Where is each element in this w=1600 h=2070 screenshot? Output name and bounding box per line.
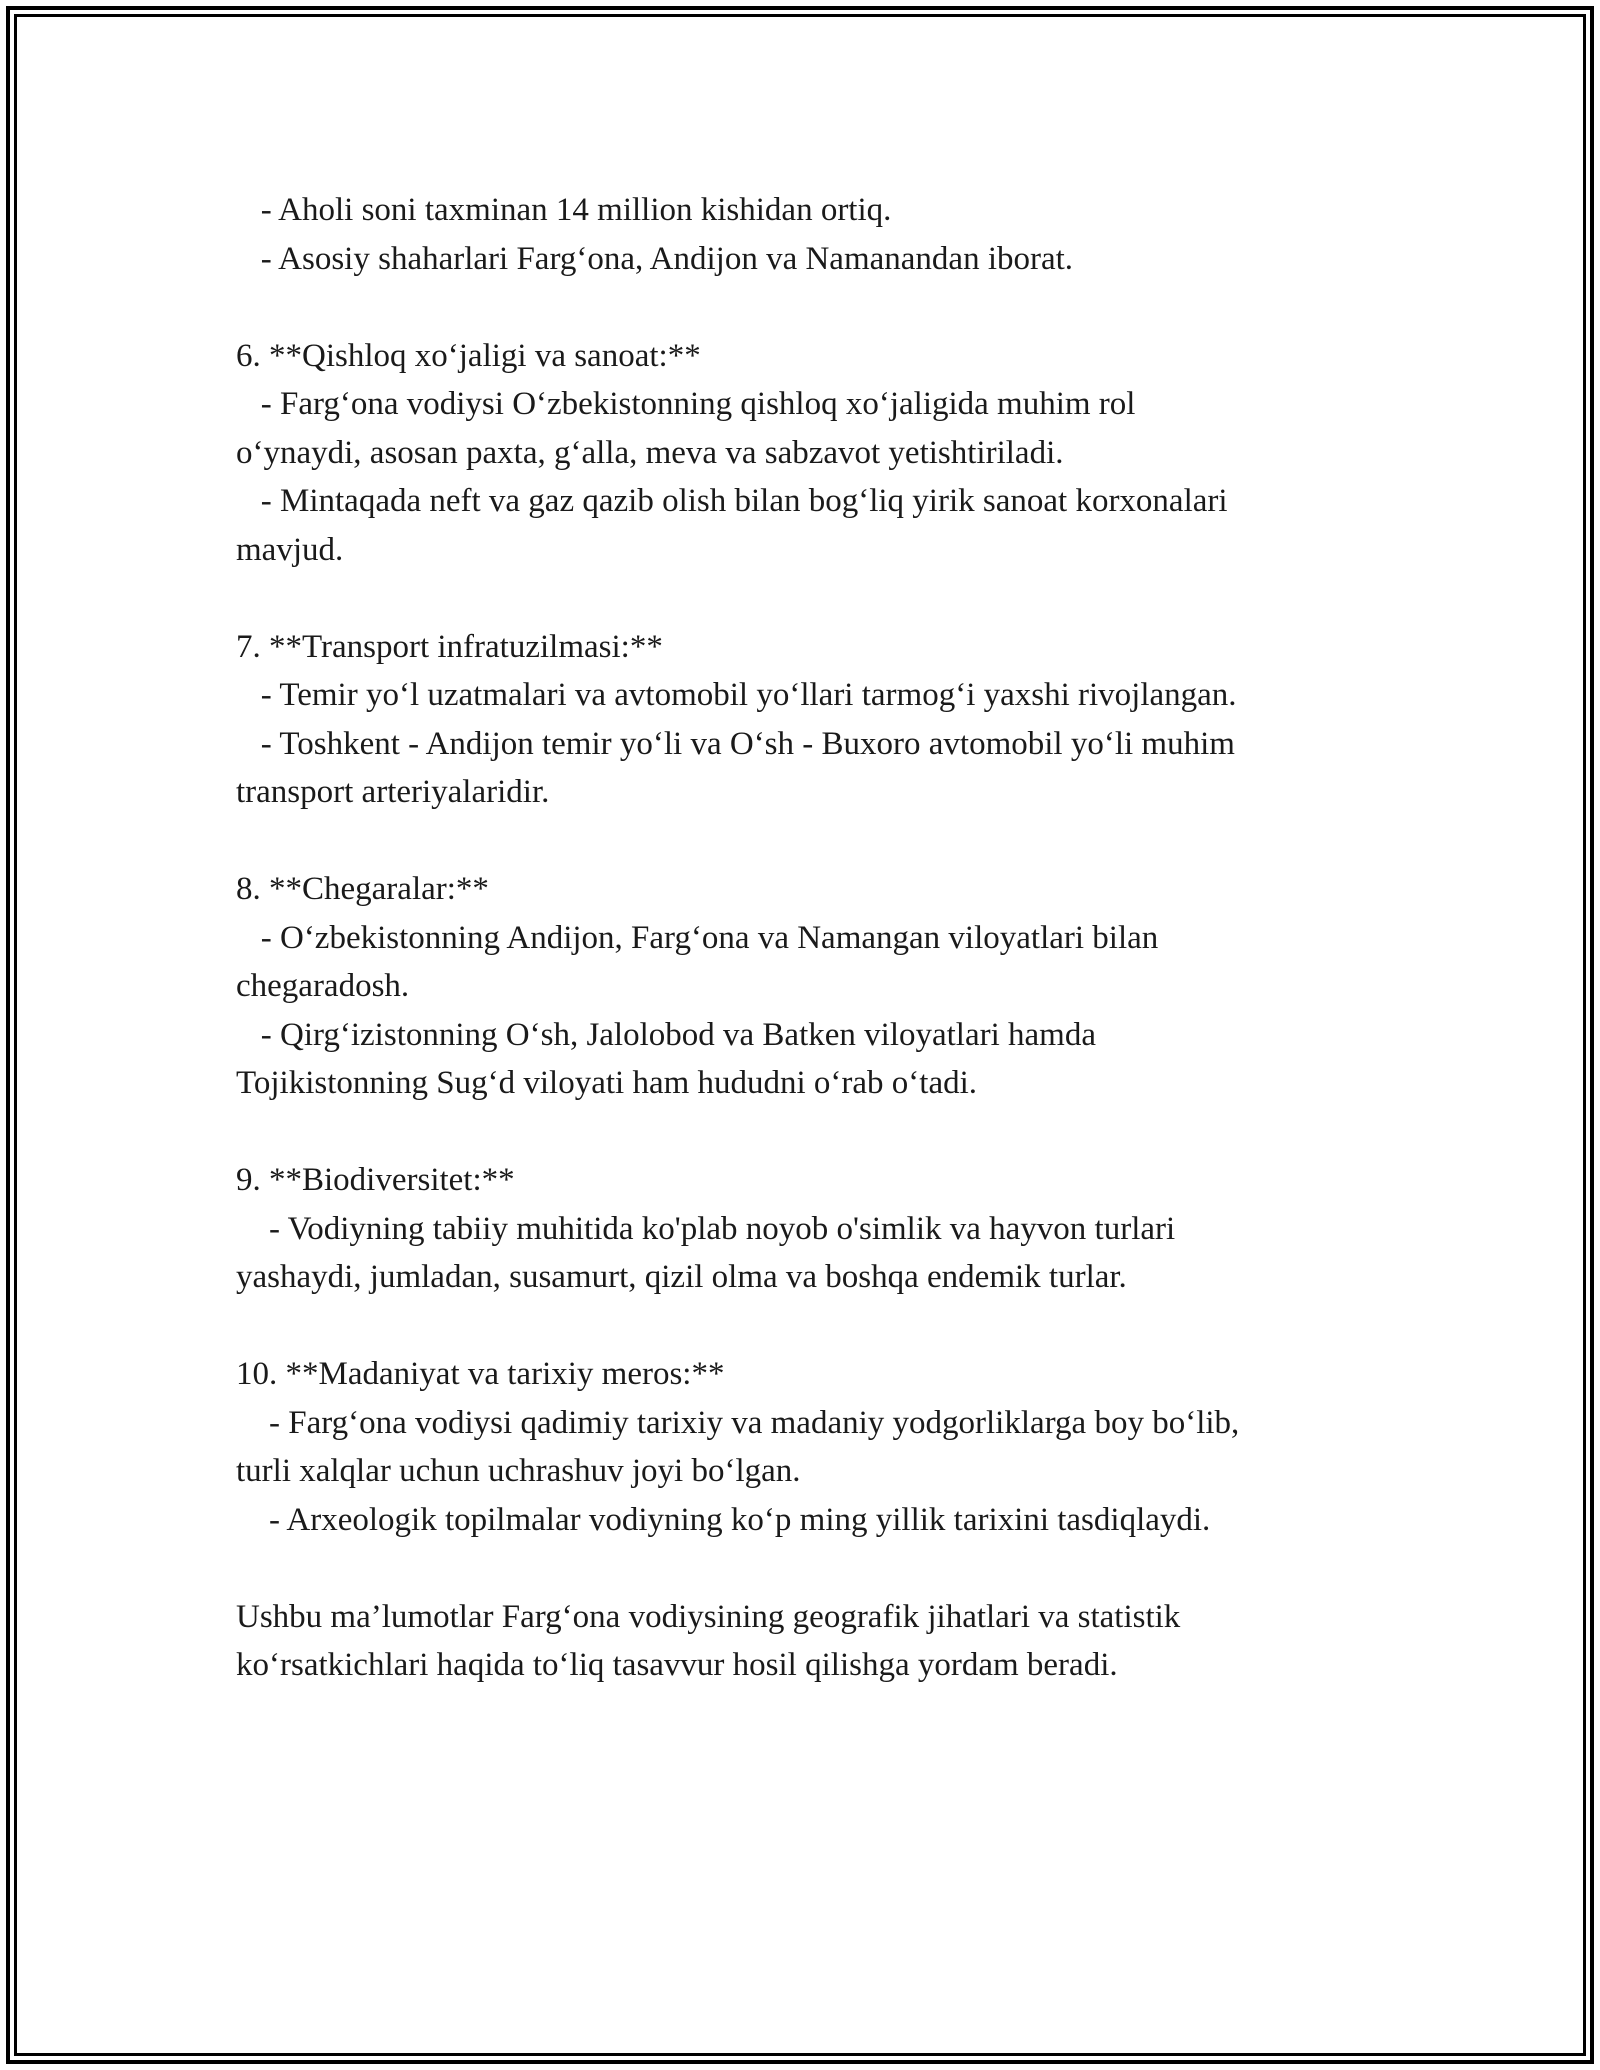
borders-line-4: Tojikistonning Sug‘d viloyati ham hududni o‘rab o‘tadi. <box>236 1065 978 1101</box>
section-heading-7: 7. **Transport infratuzilmasi:** <box>236 628 663 665</box>
biodiversity-line-1: - Vodiyning tabiiy muhitida ko'plab noyob o'simlik va hayvon turlari <box>236 1210 1176 1247</box>
paragraph-gap <box>236 574 1376 623</box>
transport-line-3: transport arteriyalaridir. <box>236 774 550 810</box>
main-cities-line: - Asosiy shaharlari Farg‘ona, Andijon va Namanandan iborat. <box>236 240 1074 277</box>
agriculture-line-2: o‘ynaydi, asosan paxta, g‘alla, meva va sabzavot yetishtiriladi. <box>236 434 1064 471</box>
transport-line-2: - Toshkent - Andijon temir yo‘li va O‘sh - Buxoro avtomobil yo‘li muhim <box>236 725 1235 762</box>
heritage-line-2: turli xalqlar uchun uchrashuv joyi bo‘lgan. <box>236 1453 801 1489</box>
section-heading-10: 10. **Madaniyat va tarixiy meros:** <box>236 1356 725 1392</box>
borders-line-1: - O‘zbekistonning Andijon, Farg‘ona va Namangan viloyatlari bilan <box>236 919 1159 956</box>
paragraph-gap <box>236 1544 1376 1593</box>
borders-line-3: - Qirg‘izistonning O‘sh, Jalolobod va Batken viloyatlari hamda <box>236 1016 1096 1053</box>
conclusion-line-1: Ushbu ma’lumotlar Farg‘ona vodiysining geografik jihatlari va statistik <box>236 1598 1181 1635</box>
borders-line-2: chegaradosh. <box>236 968 410 1004</box>
section-heading-9: 9. **Biodiversitet:** <box>236 1162 515 1198</box>
conclusion-line-2: ko‘rsatkichlari haqida to‘liq tasavvur hosil qilishga yordam beradi. <box>236 1647 1118 1683</box>
paragraph-gap <box>236 1302 1376 1351</box>
heritage-line-3: - Arxeologik topilmalar vodiyning ko‘p ming yillik tarixini tasdiqlaydi. <box>236 1501 1211 1538</box>
paragraph-gap <box>236 817 1376 866</box>
biodiversity-line-2: yashaydi, jumladan, susamurt, qizil olma va boshqa endemik turlar. <box>236 1259 1127 1295</box>
paragraph-gap <box>236 1108 1376 1157</box>
paragraph-gap <box>236 283 1376 332</box>
agriculture-line-1: - Farg‘ona vodiysi O‘zbekistonning qishloq xo‘jaligida muhim rol <box>236 386 1136 422</box>
population-line: - Aholi soni taxminan 14 million kishidan ortiq. <box>236 192 892 228</box>
transport-line-1: - Temir yo‘l uzatmalari va avtomobil yo‘llari tarmog‘i yaxshi rivojlangan. <box>236 677 1237 713</box>
section-heading-8: 8. **Chegaralar:** <box>236 871 489 907</box>
industry-line-1: - Mintaqada neft va gaz qazib olish bilan bog‘liq yirik sanoat korxonalari <box>236 483 1228 519</box>
document-body <box>236 186 1376 1690</box>
industry-line-2: mavjud. <box>236 531 344 568</box>
heritage-line-1: - Farg‘ona vodiysi qadimiy tarixiy va madaniy yodgorliklarga boy bo‘lib, <box>236 1404 1240 1441</box>
section-heading-6: 6. **Qishloq xo‘jaligi va sanoat:** <box>236 337 701 374</box>
